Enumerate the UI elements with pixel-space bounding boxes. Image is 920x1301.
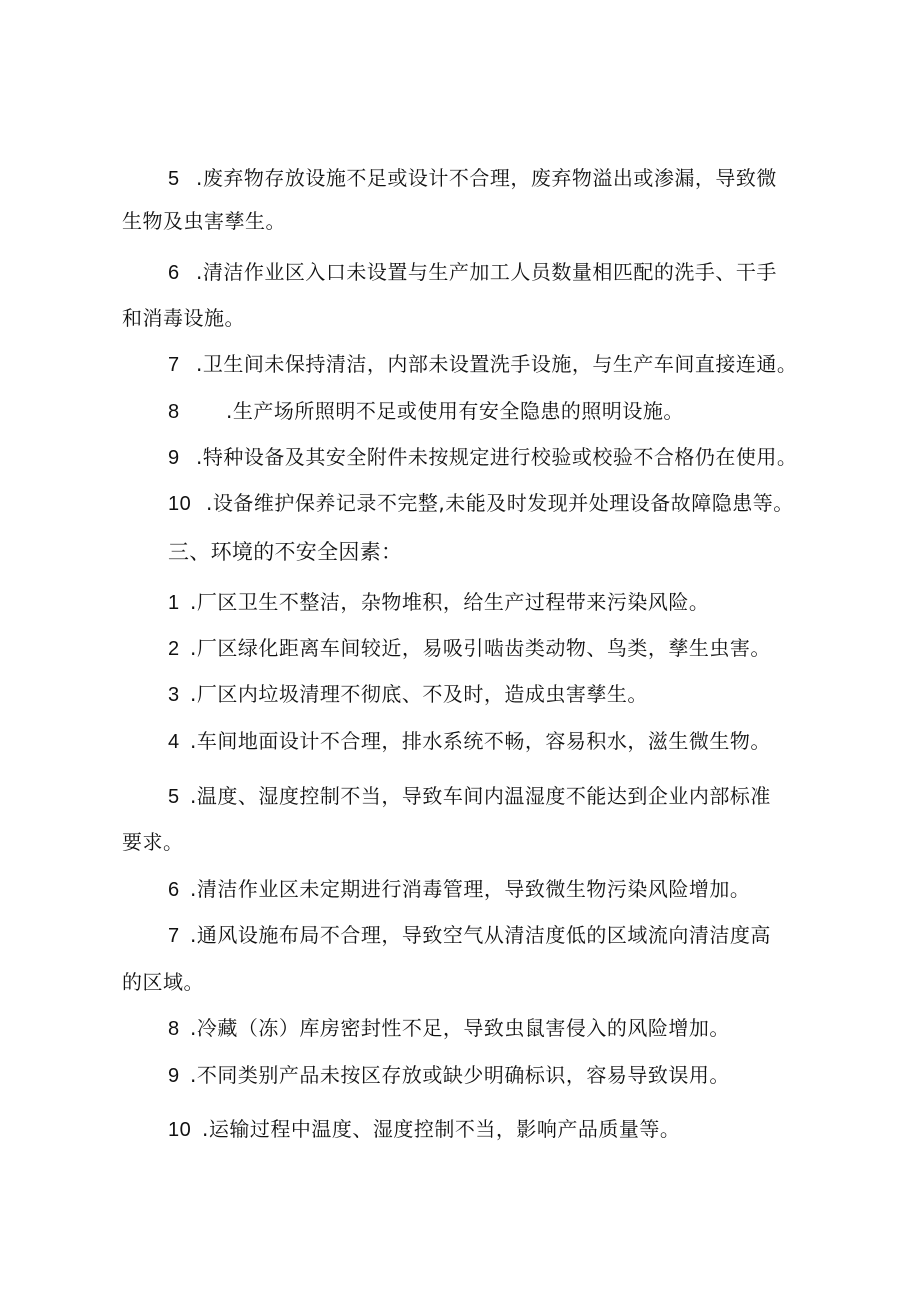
- list-item-continuation: [122, 209, 286, 233]
- list-item: [168, 491, 794, 516]
- item-number: 7: [168, 925, 180, 947]
- item-number: 8: [168, 1018, 180, 1040]
- item-number: 7: [168, 354, 180, 376]
- item-text: 生物及虫害孳生。: [122, 209, 286, 233]
- item-number: 4: [168, 731, 180, 753]
- item-text: .厂区绿化距离车间较近，易吸引啮齿类动物、鸟类，孳生虫害。: [190, 636, 771, 660]
- list-item-continuation: [122, 306, 245, 330]
- item-text: .设备维护保养记录不完整,未能及时发现并处理设备故障隐患等。: [206, 491, 794, 515]
- list-item: [168, 636, 771, 661]
- list-item: [168, 729, 771, 754]
- item-text: .通风设施布局不合理，导致空气从清洁度低的区域流向清洁度高: [190, 923, 771, 947]
- item-text: .车间地面设计不合理，排水系统不畅，容易积水，滋生微生物。: [190, 729, 771, 753]
- list-item: [168, 166, 777, 191]
- item-text: .清洁作业区未定期进行消毒管理，导致微生物污染风险增加。: [190, 877, 751, 901]
- item-number: 9: [168, 447, 180, 469]
- list-item: [168, 1117, 680, 1142]
- item-number: 8: [168, 401, 180, 423]
- item-number: 1: [168, 592, 180, 614]
- item-text: .温度、湿度控制不当，导致车间内温湿度不能达到企业内部标准: [190, 784, 771, 808]
- list-item: [168, 590, 709, 615]
- list-item: [168, 399, 684, 424]
- item-text: .厂区卫生不整洁，杂物堆积，给生产过程带来污染风险。: [190, 590, 710, 614]
- item-text: .生产场所照明不足或使用有安全隐患的照明设施。: [226, 399, 684, 423]
- item-number: 2: [168, 638, 180, 660]
- item-text: 的区域。: [122, 970, 204, 994]
- item-number: 5: [168, 786, 180, 808]
- item-number: 6: [168, 262, 180, 284]
- item-number: 6: [168, 879, 180, 901]
- item-number: 10: [168, 1119, 192, 1141]
- list-item-continuation: [122, 830, 184, 854]
- section-heading: 三、环境的不安全因素：: [168, 540, 403, 564]
- list-item-continuation: [122, 970, 204, 994]
- item-text: .厂区内垃圾清理不彻底、不及时，造成虫害孳生。: [190, 682, 648, 706]
- item-number: 9: [168, 1065, 180, 1087]
- list-item: [168, 923, 771, 948]
- list-item: [168, 1063, 730, 1088]
- list-item: [168, 784, 771, 809]
- item-text: .不同类别产品未按区存放或缺少明确标识，容易导致误用。: [190, 1063, 730, 1087]
- list-item: [168, 877, 750, 902]
- item-text: .清洁作业区入口未设置与生产加工人员数量相匹配的洗手、干手: [196, 260, 777, 284]
- item-number: 10: [168, 493, 192, 515]
- list-item: [168, 260, 777, 285]
- list-item: [168, 682, 648, 707]
- list-item: [168, 1016, 730, 1041]
- item-text: .运输过程中温度、湿度控制不当，影响产品质量等。: [202, 1117, 681, 1141]
- item-text: .冷藏（冻）库房密封性不足，导致虫鼠害侵入的风险增加。: [190, 1016, 730, 1040]
- item-number: 3: [168, 684, 180, 706]
- item-text: 要求。: [122, 830, 184, 854]
- list-item: [168, 352, 797, 377]
- item-number: 5: [168, 168, 180, 190]
- item-text: 和消毒设施。: [122, 306, 245, 330]
- list-item: [168, 445, 797, 470]
- item-text: .特种设备及其安全附件未按规定进行校验或校验不合格仍在使用。: [196, 445, 798, 469]
- item-text: .废弃物存放设施不足或设计不合理，废弃物溢出或渗漏，导致微: [196, 166, 777, 190]
- item-text: .卫生间未保持清洁，内部未设置洗手设施，与生产车间直接连通。: [196, 352, 798, 376]
